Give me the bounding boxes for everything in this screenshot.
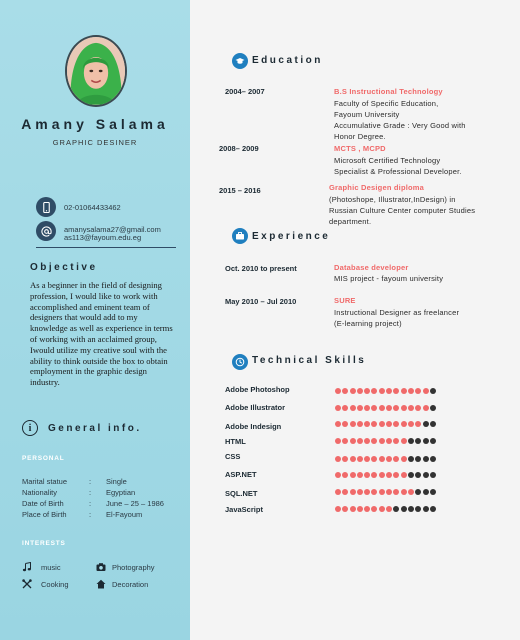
personal-colon: : — [89, 477, 92, 486]
education-title: MCTS , MCPD — [334, 144, 386, 153]
rating-dot-filled — [335, 405, 341, 411]
rating-dot-empty — [408, 472, 414, 478]
rating-dot-filled — [364, 506, 370, 512]
rating-dot-filled — [415, 405, 421, 411]
rating-dot-empty — [415, 506, 421, 512]
rating-dot-filled — [386, 489, 392, 495]
graduation-cap-icon — [232, 53, 248, 69]
rating-dot-filled — [335, 506, 341, 512]
experience-date: Oct. 2010 to present — [225, 264, 297, 273]
skill-name: ASP.NET — [225, 470, 257, 479]
skill-name: JavaScript — [225, 505, 263, 514]
personal-key: Place of Birth — [22, 510, 67, 519]
rating-dot-filled — [386, 405, 392, 411]
rating-dot-empty — [423, 438, 429, 444]
rating-dot-filled — [379, 506, 385, 512]
rating-dot-filled — [386, 438, 392, 444]
personal-colon: : — [89, 499, 92, 508]
rating-dot-filled — [335, 489, 341, 495]
rating-dot-empty — [401, 506, 407, 512]
rating-dot-filled — [350, 489, 356, 495]
rating-dot-empty — [423, 489, 429, 495]
rating-dot-filled — [386, 421, 392, 427]
experience-title: Database developer — [334, 263, 409, 272]
rating-dot-empty — [430, 438, 436, 444]
rating-dot-filled — [357, 421, 363, 427]
skill-name: Adobe Indesign — [225, 422, 282, 431]
rating-dot-empty — [415, 438, 421, 444]
rating-dot-filled — [371, 472, 377, 478]
rating-dot-filled — [364, 388, 370, 394]
info-icon: i — [22, 420, 38, 436]
skill-rating — [335, 438, 436, 444]
email-secondary[interactable]: as113@fayoum.edu.eg — [64, 233, 142, 242]
profile-photo-illustration — [67, 37, 125, 105]
education-date: 2004– 2007 — [225, 87, 265, 96]
rating-dot-filled — [401, 421, 407, 427]
rating-dot-empty — [430, 489, 436, 495]
rating-dot-filled — [386, 388, 392, 394]
rating-dot-filled — [350, 405, 356, 411]
rating-dot-filled — [386, 456, 392, 462]
personal-colon: : — [89, 510, 92, 519]
skill-rating — [335, 405, 436, 411]
camera-icon — [96, 562, 106, 572]
rating-dot-filled — [350, 506, 356, 512]
skill-name: HTML — [225, 437, 246, 446]
briefcase-icon — [232, 228, 248, 244]
rating-dot-filled — [364, 472, 370, 478]
general-info-heading: General info. — [48, 423, 142, 434]
education-date: 2008– 2009 — [219, 144, 259, 153]
rating-dot-filled — [408, 388, 414, 394]
rating-dot-filled — [371, 506, 377, 512]
interest-label: Decoration — [112, 580, 149, 589]
cooking-utensils-icon — [22, 579, 32, 589]
rating-dot-filled — [423, 405, 429, 411]
skill-rating — [335, 388, 436, 394]
rating-dot-empty — [408, 438, 414, 444]
experience-description: MIS project - fayoum university — [334, 274, 444, 283]
rating-dot-filled — [364, 405, 370, 411]
skill-rating — [335, 421, 436, 427]
rating-dot-filled — [408, 489, 414, 495]
experience-title: SURE — [334, 296, 356, 305]
rating-dot-empty — [415, 472, 421, 478]
personal-key: Date of Birth — [22, 499, 64, 508]
rating-dot-empty — [415, 456, 421, 462]
rating-dot-empty — [430, 388, 436, 394]
skill-name: SQL.NET — [225, 489, 258, 498]
rating-dot-filled — [371, 438, 377, 444]
education-title: Graphic Desigen diploma — [329, 183, 425, 192]
contact-divider — [36, 247, 176, 248]
rating-dot-filled — [415, 388, 421, 394]
personal-colon: : — [89, 488, 92, 497]
rating-dot-filled — [401, 456, 407, 462]
rating-dot-filled — [342, 438, 348, 444]
person-name: Amany Salama — [21, 116, 169, 132]
rating-dot-filled — [401, 438, 407, 444]
rating-dot-filled — [386, 472, 392, 478]
rating-dot-filled — [357, 506, 363, 512]
rating-dot-empty — [415, 489, 421, 495]
rating-dot-empty — [393, 506, 399, 512]
skill-name: Adobe Illustrator — [225, 403, 286, 412]
education-description: Microsoft Certified Technology Specialist & Professional Developer. — [334, 156, 462, 176]
skill-rating — [335, 456, 436, 462]
skill-name: Adobe Photoshop — [225, 385, 290, 394]
rating-dot-filled — [335, 472, 341, 478]
rating-dot-filled — [371, 405, 377, 411]
rating-dot-filled — [379, 421, 385, 427]
rating-dot-filled — [357, 456, 363, 462]
skill-rating — [335, 506, 436, 512]
rating-dot-filled — [335, 421, 341, 427]
rating-dot-filled — [342, 489, 348, 495]
education-title: B.S Instructional Technology — [334, 87, 443, 96]
rating-dot-filled — [401, 472, 407, 478]
rating-dot-filled — [350, 456, 356, 462]
rating-dot-filled — [335, 456, 341, 462]
rating-dot-empty — [430, 421, 436, 427]
rating-dot-filled — [386, 506, 392, 512]
job-title: GRAPHIC DESINER — [52, 138, 138, 147]
rating-dot-filled — [408, 405, 414, 411]
personal-value: June – 25 – 1986 — [106, 499, 164, 508]
rating-dot-filled — [342, 472, 348, 478]
phone-icon — [36, 197, 56, 217]
rating-dot-filled — [357, 489, 363, 495]
rating-dot-filled — [350, 388, 356, 394]
objective-heading: Objective — [30, 262, 98, 273]
rating-dot-filled — [342, 506, 348, 512]
personal-value: El-Fayoum — [106, 510, 143, 519]
personal-heading: PERSONAL — [22, 455, 65, 462]
interests-heading: INTERESTS — [22, 540, 66, 547]
personal-value: Single — [106, 477, 127, 486]
rating-dot-filled — [342, 405, 348, 411]
rating-dot-empty — [423, 421, 429, 427]
rating-dot-filled — [393, 405, 399, 411]
rating-dot-filled — [393, 438, 399, 444]
music-note-icon — [22, 562, 32, 572]
rating-dot-filled — [357, 388, 363, 394]
rating-dot-filled — [371, 489, 377, 495]
rating-dot-filled — [379, 472, 385, 478]
interest-label: Cooking — [41, 580, 69, 589]
rating-dot-filled — [371, 421, 377, 427]
skill-rating — [335, 489, 436, 495]
rating-dot-empty — [423, 456, 429, 462]
rating-dot-filled — [350, 421, 356, 427]
rating-dot-filled — [371, 456, 377, 462]
rating-dot-filled — [342, 388, 348, 394]
rating-dot-filled — [335, 388, 341, 394]
personal-key: Marital statue — [22, 477, 68, 486]
rating-dot-filled — [423, 388, 429, 394]
rating-dot-filled — [342, 421, 348, 427]
education-description: Faculty of Specific Education, Fayoum University Accumulative Grade : Very Good with Honor Degree. — [334, 99, 466, 141]
rating-dot-filled — [415, 421, 421, 427]
clock-icon — [232, 354, 248, 370]
rating-dot-filled — [393, 472, 399, 478]
phone-number: 02-01064433462 — [64, 203, 121, 212]
home-icon — [96, 579, 106, 589]
rating-dot-filled — [357, 405, 363, 411]
rating-dot-filled — [350, 438, 356, 444]
rating-dot-filled — [393, 489, 399, 495]
rating-dot-filled — [357, 438, 363, 444]
rating-dot-empty — [430, 405, 436, 411]
rating-dot-filled — [342, 456, 348, 462]
rating-dot-empty — [423, 506, 429, 512]
rating-dot-empty — [423, 472, 429, 478]
rating-dot-filled — [379, 438, 385, 444]
skills-heading: Technical Skills — [252, 355, 367, 366]
education-heading: Education — [252, 55, 323, 66]
interest-label: Photography — [112, 563, 155, 572]
rating-dot-empty — [430, 456, 436, 462]
education-description: (Photoshope, Illustrator,InDesign) in Russian Culture Center computer Studies department. — [329, 195, 476, 226]
experience-heading: Experience — [252, 231, 331, 242]
rating-dot-filled — [393, 421, 399, 427]
rating-dot-filled — [371, 388, 377, 394]
rating-dot-filled — [393, 456, 399, 462]
rating-dot-filled — [335, 438, 341, 444]
education-date: 2015 – 2016 — [219, 186, 261, 195]
rating-dot-filled — [379, 405, 385, 411]
skill-name: CSS — [225, 452, 241, 461]
rating-dot-filled — [357, 472, 363, 478]
rating-dot-filled — [393, 388, 399, 394]
objective-text: As a beginner in the field of designing profession, I would like to work with accomplished and eminent team of designers that would add to my knowledge as well as experience in terms of working with an acclaimed group, Iwould utilize my creative soul with the ability to think outside the box to obtain employment in the graphic design industry. — [30, 280, 173, 388]
rating-dot-filled — [379, 388, 385, 394]
email-primary[interactable]: amanysalama27@gmail.com — [64, 225, 161, 234]
personal-key: Nationality — [22, 488, 58, 497]
interest-label: music — [41, 563, 61, 572]
at-sign-icon — [36, 221, 56, 241]
rating-dot-filled — [364, 456, 370, 462]
rating-dot-filled — [350, 472, 356, 478]
profile-photo — [65, 35, 127, 107]
rating-dot-filled — [379, 456, 385, 462]
rating-dot-empty — [408, 506, 414, 512]
rating-dot-empty — [430, 472, 436, 478]
personal-value: Egyptian — [106, 488, 136, 497]
rating-dot-filled — [364, 489, 370, 495]
experience-date: May 2010 – Jul 2010 — [225, 297, 297, 306]
rating-dot-filled — [408, 421, 414, 427]
rating-dot-filled — [364, 438, 370, 444]
rating-dot-filled — [379, 489, 385, 495]
skill-rating — [335, 472, 436, 478]
rating-dot-empty — [408, 456, 414, 462]
rating-dot-filled — [364, 421, 370, 427]
rating-dot-empty — [430, 506, 436, 512]
rating-dot-filled — [401, 405, 407, 411]
experience-description: Instructional Designer as freelancer (E-learning project) — [334, 308, 460, 328]
rating-dot-filled — [401, 388, 407, 394]
rating-dot-filled — [401, 489, 407, 495]
